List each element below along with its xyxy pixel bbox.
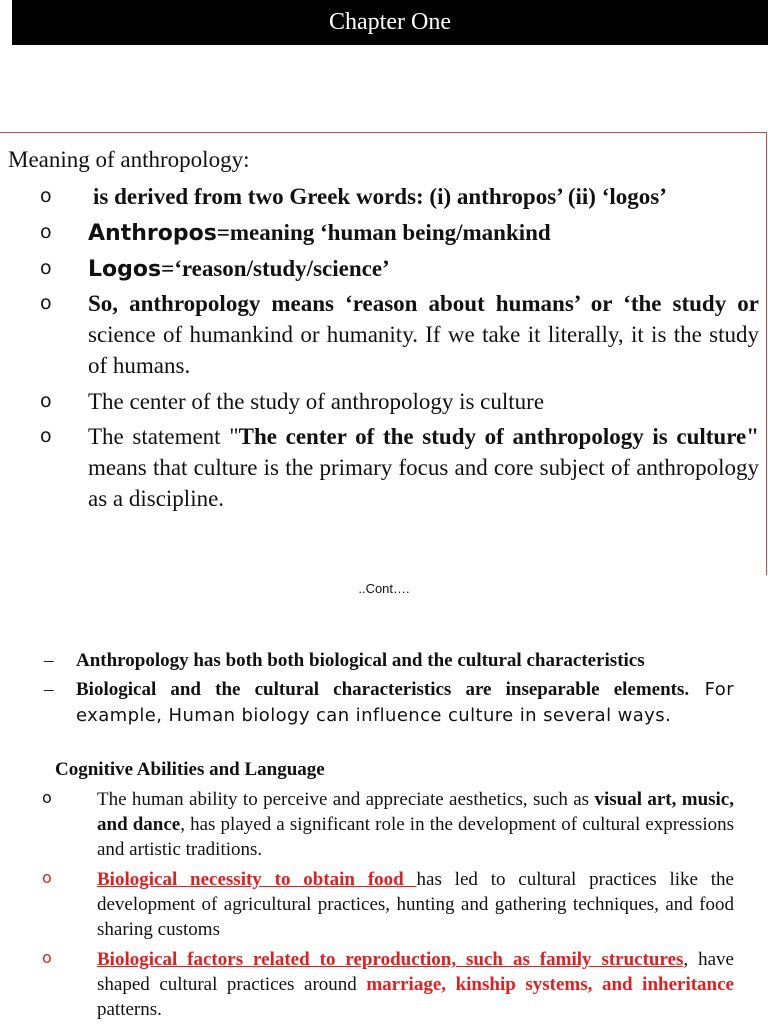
bullet-marker: o	[42, 788, 52, 807]
bullet-marker: o	[40, 292, 52, 314]
bullet-marker: o	[40, 257, 52, 279]
bullet-text: The statement "The center of the study of anthropology is culture" means that culture is the primary focus and core subject of anthropology as a discipline.	[88, 424, 759, 511]
bullet-text: Logos=‘reason/study/science’	[88, 256, 390, 282]
dash-marker: –	[44, 650, 54, 671]
term-anthropos: Anthropos	[88, 221, 217, 246]
chapter-header	[12, 0, 768, 45]
highlighted-link-text: Biological factors related to reproduction, such as family structures	[97, 949, 684, 970]
bullet-text: So, anthropology means ‘reason about humans’ or ‘the study or science of humankind or humanity. If we take it literally, it is the study of humans.	[88, 291, 759, 378]
bullet-marker: o	[40, 185, 52, 207]
bullet-text: The center of the study of anthropology is culture	[88, 389, 545, 414]
bullet-marker: o	[40, 390, 52, 412]
bullet-text: The human ability to perceive and appreciate aesthetics, such as visual art, music, and dance, has played a significant role in the development of cultural expressions and artistic traditions.	[97, 789, 734, 860]
chapter-title: Chapter One	[329, 9, 451, 35]
slide-title: Meaning of anthropology:	[8, 147, 250, 172]
bullet-marker: o	[40, 221, 52, 243]
term-logos: Logos	[88, 257, 162, 282]
bullet-marker: o	[42, 868, 52, 887]
dash-text: Anthropology has both both biological and the cultural characteristics	[76, 650, 645, 671]
bullet-text: is derived from two Greek words: (i) anthropos’ (ii) ‘logos’	[93, 184, 667, 209]
highlighted-link-text: Biological necessity to obtain food	[97, 869, 417, 890]
bullet-text: Biological factors related to reproduction, such as family structures, have shaped cultural practices around marriage, kinship systems, and inheritance patterns.	[97, 949, 734, 1020]
slide-title: ..Cont….	[358, 581, 410, 596]
dash-text: Biological and the cultural characteristics are inseparable elements. For example, Human biology can influence culture in several ways.	[76, 679, 734, 726]
bullet-marker: o	[42, 948, 52, 967]
bullet-marker: o	[40, 425, 52, 447]
dash-marker: –	[44, 679, 54, 700]
bullet-text: Anthropos=meaning ‘human being/mankind	[88, 220, 551, 246]
section-subheading: Cognitive Abilities and Language	[55, 759, 325, 780]
bullet-text: Biological necessity to obtain food has led to cultural practices like the development of agricultural practices, hunting and gathering techniques, and food sharing customs	[97, 869, 734, 940]
